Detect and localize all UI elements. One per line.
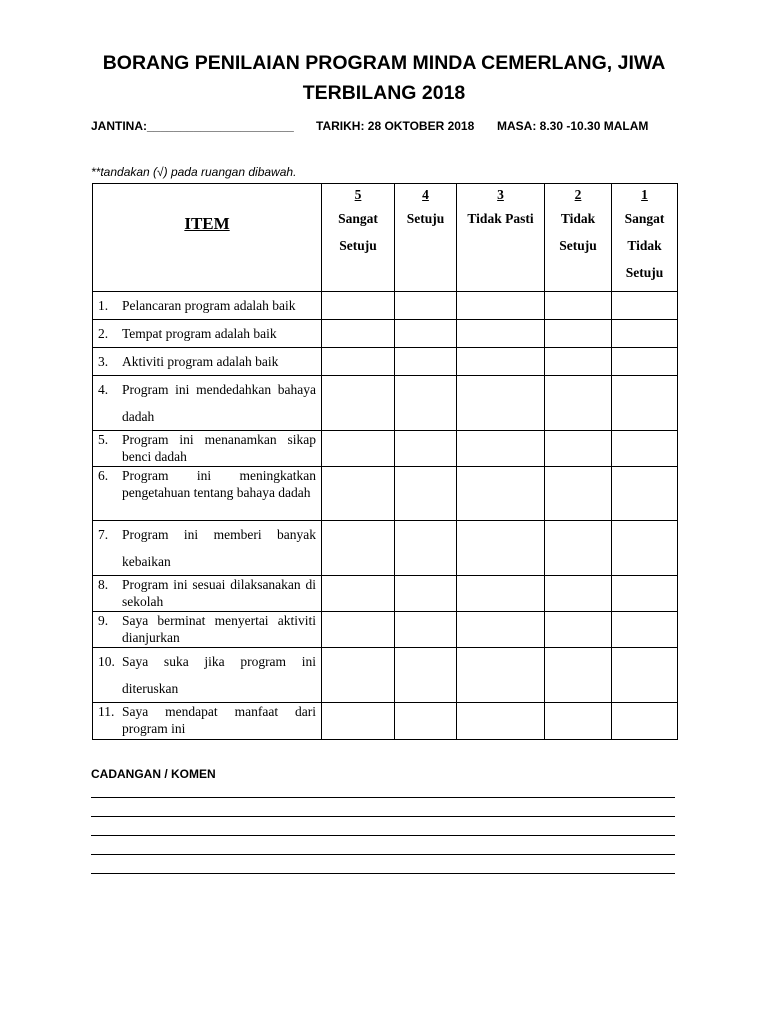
rating-cell-4[interactable] xyxy=(395,320,457,348)
table-row xyxy=(93,576,678,612)
rating-cell-4[interactable] xyxy=(395,467,457,521)
rating-cell-2[interactable] xyxy=(545,648,612,703)
rating-cell-4[interactable] xyxy=(395,576,457,612)
rating-cell-1[interactable] xyxy=(612,431,678,467)
comments-label: CADANGAN / KOMEN xyxy=(91,767,216,781)
rating-cell-5[interactable] xyxy=(322,521,395,576)
rating-cell-1[interactable] xyxy=(612,703,678,740)
rating-cell-1[interactable] xyxy=(612,648,678,703)
table-row xyxy=(93,292,678,320)
item-cell: 2. Tempat program adalah baik xyxy=(93,320,322,348)
rating-cell-5[interactable] xyxy=(322,431,395,467)
rating-cell-4[interactable] xyxy=(395,292,457,320)
item-column-header: ITEM xyxy=(93,184,322,292)
evaluation-table xyxy=(92,183,678,740)
rating-cell-3[interactable] xyxy=(457,348,545,376)
item-cell: 5. Program ini menanamkan sikap benci dadah xyxy=(93,431,322,467)
rating-cell-1[interactable] xyxy=(612,521,678,576)
rating-cell-5[interactable] xyxy=(322,348,395,376)
item-cell: 8. Program ini sesuai dilaksanakan di sekolah xyxy=(93,576,322,612)
rating-cell-2[interactable] xyxy=(545,703,612,740)
item-cell: 11. Saya mendapat manfaat dari program ini xyxy=(93,703,322,740)
item-cell: 3. Aktiviti program adalah baik xyxy=(93,348,322,376)
table-row xyxy=(93,648,678,703)
table-row xyxy=(93,320,678,348)
form-title-line2: TERBILANG 2018 xyxy=(302,82,466,104)
scale-header-1: 1 Sangat Tidak Setuju xyxy=(612,184,678,292)
rating-cell-2[interactable] xyxy=(545,348,612,376)
rating-cell-5[interactable] xyxy=(322,576,395,612)
rating-cell-1[interactable] xyxy=(612,376,678,431)
rating-cell-4[interactable] xyxy=(395,612,457,648)
rating-cell-5[interactable] xyxy=(322,703,395,740)
table-header-row xyxy=(93,184,678,292)
rating-cell-3[interactable] xyxy=(457,703,545,740)
tarikh-label: TARIKH: 28 OKTOBER 2018 xyxy=(316,119,475,133)
instruction-text: **tandakan (√) pada ruangan dibawah. xyxy=(91,165,297,179)
comment-line[interactable] xyxy=(91,835,675,836)
scale-header-3: 3 Tidak Pasti xyxy=(457,184,545,292)
jantina-field[interactable]: JANTINA:______________________ xyxy=(91,119,294,133)
item-cell: 10. Saya suka jika program ini diteruskan xyxy=(93,648,322,703)
rating-cell-4[interactable] xyxy=(395,648,457,703)
item-cell: 4. Program ini mendedahkan bahaya dadah xyxy=(93,376,322,431)
rating-cell-3[interactable] xyxy=(457,467,545,521)
rating-cell-2[interactable] xyxy=(545,320,612,348)
table-row xyxy=(93,467,678,521)
rating-cell-2[interactable] xyxy=(545,521,612,576)
rating-cell-4[interactable] xyxy=(395,703,457,740)
scale-header-5: 5 Sangat Setuju xyxy=(322,184,395,292)
rating-cell-3[interactable] xyxy=(457,320,545,348)
item-cell: 6. Program ini meningkatkan pengetahuan tentang bahaya dadah xyxy=(93,467,322,521)
rating-cell-3[interactable] xyxy=(457,376,545,431)
rating-cell-2[interactable] xyxy=(545,576,612,612)
rating-cell-3[interactable] xyxy=(457,576,545,612)
rating-cell-2[interactable] xyxy=(545,467,612,521)
rating-cell-2[interactable] xyxy=(545,376,612,431)
table-row xyxy=(93,703,678,740)
comment-line[interactable] xyxy=(91,797,675,798)
rating-cell-1[interactable] xyxy=(612,576,678,612)
rating-cell-5[interactable] xyxy=(322,467,395,521)
rating-cell-1[interactable] xyxy=(612,612,678,648)
item-cell: 1. Pelancaran program adalah baik xyxy=(93,292,322,320)
table-row xyxy=(93,521,678,576)
table-row xyxy=(93,612,678,648)
rating-cell-3[interactable] xyxy=(457,521,545,576)
rating-cell-4[interactable] xyxy=(395,431,457,467)
comment-line[interactable] xyxy=(91,873,675,874)
item-cell: 7. Program ini memberi banyak kebaikan xyxy=(93,521,322,576)
rating-cell-1[interactable] xyxy=(612,467,678,521)
rating-cell-5[interactable] xyxy=(322,376,395,431)
rating-cell-4[interactable] xyxy=(395,376,457,431)
rating-cell-4[interactable] xyxy=(395,521,457,576)
rating-cell-4[interactable] xyxy=(395,348,457,376)
rating-cell-1[interactable] xyxy=(612,292,678,320)
table-row xyxy=(93,431,678,467)
table-row xyxy=(93,376,678,431)
scale-header-2: 2 Tidak Setuju xyxy=(545,184,612,292)
rating-cell-5[interactable] xyxy=(322,612,395,648)
item-cell: 9. Saya berminat menyertai aktiviti dianjurkan xyxy=(93,612,322,648)
rating-cell-2[interactable] xyxy=(545,431,612,467)
comment-line[interactable] xyxy=(91,816,675,817)
rating-cell-3[interactable] xyxy=(457,648,545,703)
scale-header-4: 4 Setuju xyxy=(395,184,457,292)
form-title xyxy=(60,48,708,108)
rating-cell-5[interactable] xyxy=(322,648,395,703)
form-title-line1: BORANG PENILAIAN PROGRAM MINDA CEMERLANG, JIWA xyxy=(102,52,666,74)
rating-cell-3[interactable] xyxy=(457,292,545,320)
comment-line[interactable] xyxy=(91,854,675,855)
rating-cell-1[interactable] xyxy=(612,348,678,376)
table-row xyxy=(93,348,678,376)
rating-cell-2[interactable] xyxy=(545,612,612,648)
rating-cell-3[interactable] xyxy=(457,612,545,648)
rating-cell-1[interactable] xyxy=(612,320,678,348)
rating-cell-5[interactable] xyxy=(322,320,395,348)
rating-cell-5[interactable] xyxy=(322,292,395,320)
masa-label: MASA: 8.30 -10.30 MALAM xyxy=(497,119,649,133)
rating-cell-3[interactable] xyxy=(457,431,545,467)
rating-cell-2[interactable] xyxy=(545,292,612,320)
